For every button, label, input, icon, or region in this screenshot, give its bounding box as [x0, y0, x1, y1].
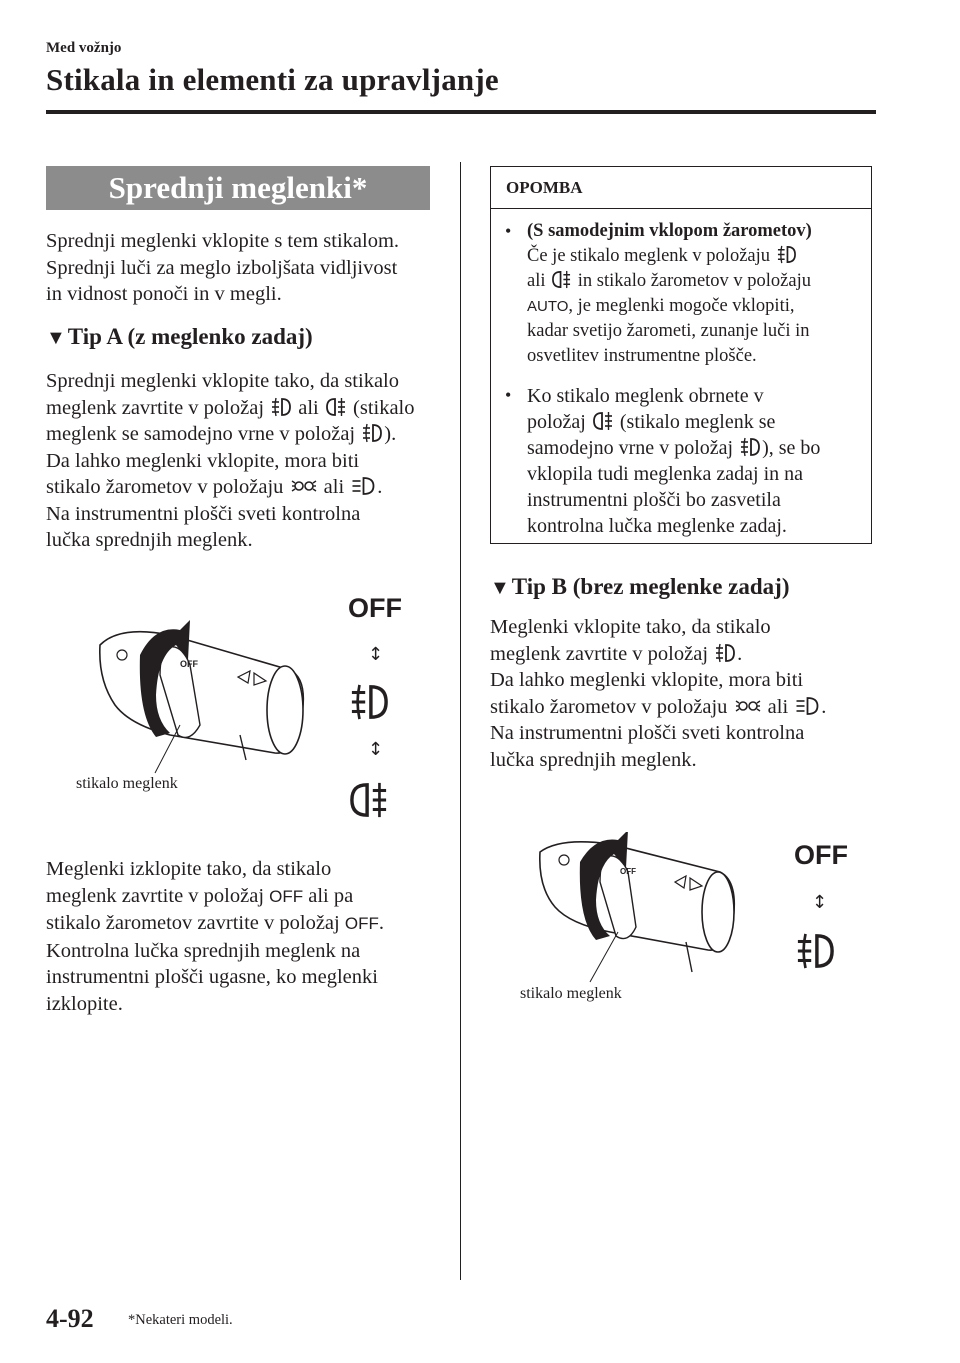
- figure-b-caption: stikalo meglenk: [520, 985, 622, 1002]
- off-position-label: OFF: [794, 840, 848, 870]
- parking-light-icon: [291, 476, 317, 496]
- column-divider: [460, 162, 461, 1280]
- front-fog-icon: [271, 397, 291, 417]
- rear-fog-icon: [552, 270, 571, 289]
- rear-fog-icon: [593, 411, 613, 431]
- front-fog-icon: [715, 643, 735, 663]
- tip-b-heading: ▼Tip B (brez meglenke zadaj): [490, 574, 790, 599]
- updown-arrow-icon: ↕: [368, 739, 384, 760]
- front-fog-icon: [777, 245, 796, 264]
- headlight-icon: [795, 696, 819, 716]
- off-paragraph: Meglenki izklopite tako, da stikalo meglenk zavrtite v položaj OFF ali pa stikalo žarometov zavrtite v položaj OFF. Kontrolna lučka sprednjih meglenk na instrumentni plošči ugasne, ko meglenki izklopite.: [46, 858, 384, 1015]
- knob-off-label: OFF: [180, 659, 198, 669]
- footnote: *Nekateri modeli.: [128, 1312, 233, 1328]
- triangle-marker-icon: ▼: [46, 327, 66, 349]
- note-bullet-1: • (S samodejnim vklopom žarometov) Če je stikalo meglenk v položaju ali in stikalo žarometov v položaju AUTO, je meglenki mogoče vklopiti, kadar svetijo žarometi, zunanje luči in osvetlitev instrumentne plošče.: [505, 221, 812, 366]
- chapter-title: Stikala in elementi za upravljanje: [46, 62, 499, 97]
- front-fog-position-icon: [352, 685, 386, 719]
- front-fog-icon: [740, 437, 760, 457]
- rear-fog-position-icon: [352, 783, 386, 817]
- knob-off-label: OFF: [620, 867, 636, 876]
- headlight-icon: [351, 476, 375, 496]
- section-title: Sprednji meglenki*: [46, 166, 430, 210]
- fog-switch-illustration-b: [510, 832, 870, 1002]
- tip-a-paragraph: Sprednji meglenki vklopite tako, da stikalo meglenk zavrtite v položaj ali (stikalo meglenk se samodejno vrne v položaj ). Da lahko meglenki vklopite, mora biti stikalo žarometov v položaju ali . Na instrumentni plošči sveti kontrolna lučka sprednjih meglenk.: [46, 370, 415, 551]
- intro-paragraph: Sprednji meglenki vklopite s tem stikalom. Sprednji luči za meglo izboljšata vidljivost in vidnost ponoči in v megli.: [46, 230, 400, 305]
- note-box: [490, 166, 872, 544]
- updown-arrow-icon: ↕: [812, 892, 828, 913]
- rear-fog-icon: [326, 397, 346, 417]
- off-position-label: OFF: [348, 593, 402, 623]
- figure-a-caption: stikalo meglenk: [76, 775, 178, 792]
- tip-a-heading: ▼Tip A (z meglenko zadaj): [46, 324, 313, 349]
- note-bullet-2: • Ko stikalo meglenk obrnete v položaj (stikalo meglenk se samodejno vrne v položaj ), se bo vklopila tudi meglenka zadaj in na instrumentni plošči bo zasvetila kontrolna lučka meglenke zadaj.: [505, 385, 821, 537]
- front-fog-position-icon: [798, 934, 832, 968]
- note-heading: OPOMBA: [491, 167, 871, 209]
- front-fog-icon: [362, 423, 382, 443]
- parking-light-icon: [735, 696, 761, 716]
- updown-arrow-icon: ↕: [368, 644, 384, 665]
- tip-b-paragraph: Meglenki vklopite tako, da stikalo meglenk zavrtite v položaj . Da lahko meglenki vklopite, mora biti stikalo žarometov v položaju ali . Na instrumentni plošči sveti kontrolna lučka sprednjih meglenk.: [490, 616, 827, 771]
- page-number: 4-92: [46, 1304, 94, 1333]
- triangle-marker-icon: ▼: [490, 577, 510, 599]
- fog-switch-illustration-a: [60, 585, 440, 830]
- header-rule: [46, 110, 876, 114]
- section-label: Med vožnjo: [46, 40, 122, 56]
